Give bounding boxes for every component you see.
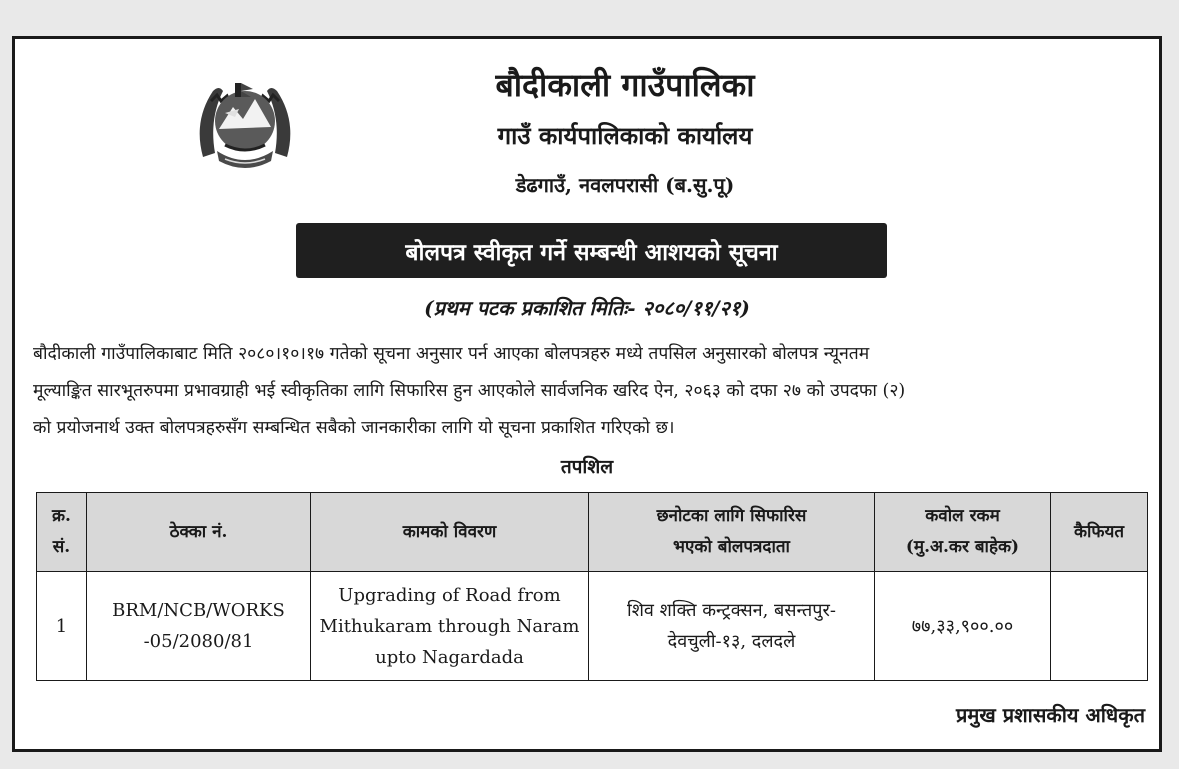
notice-title-banner: बोलपत्र स्वीकृत गर्ने सम्बन्धी आशयको सूचना	[296, 223, 887, 278]
notice-body-line: मूल्याङ्कित सारभूतरुपमा प्रभावग्राही भई स्वीकृतिका लागि सिफारिस हुन आएकोले सार्वजनिक खरिद ऐन, २०६३ को दफा २७ को उपदफा (२)	[33, 381, 906, 401]
column-header-remarks: कैफियत	[1051, 493, 1148, 572]
bidder-cell: शिव शक्ति कन्ट्रक्सन, बसन्तपुर- देवचुली-१३, दलदले	[589, 572, 875, 681]
details-heading: तपशिल	[560, 456, 614, 478]
signatory-title: प्रमुख प्रशासकीय अधिकृत	[956, 703, 1145, 727]
column-header-description: कामको विवरण	[311, 493, 589, 572]
remarks-cell	[1051, 572, 1148, 681]
notice-sheet	[12, 36, 1162, 752]
column-header-bidder: छनोटका लागि सिफारिस भएको बोलपत्रदाता	[589, 493, 875, 572]
notice-body	[33, 336, 1153, 447]
serial-cell: 1	[37, 572, 87, 681]
description-cell: Upgrading of Road from Mithukaram through Naram upto Nagardada	[311, 572, 589, 681]
publication-date: (प्रथम पटक प्रकाशित मितिः- २०८०/११/२१)	[424, 296, 750, 320]
municipality-name: बौदीकाली गाउँपालिका	[495, 66, 755, 104]
notice-body-line: को प्रयोजनार्थ उक्त बोलपत्रहरुसँग सम्बन्धित सबैको जानकारीका लागि यो सूचना प्रकाशित गरिएको छ।	[33, 418, 675, 438]
office-address: डेढगाउँ, नवलपरासी (ब.सु.पू)	[515, 173, 735, 197]
tender-table	[36, 492, 1148, 681]
office-name: गाउँ कार्यपालिकाको कार्यालय	[497, 121, 753, 150]
contract-no-cell: BRM/NCB/WORKS -05/2080/81	[87, 572, 311, 681]
amount-cell: ७७,३३,९००.००	[875, 572, 1051, 681]
column-header-contract-no: ठेक्का नं.	[87, 493, 311, 572]
column-header-serial: क्र. सं.	[37, 493, 87, 572]
nepal-government-emblem-icon	[185, 61, 305, 181]
notice-body-line: बौदीकाली गाउँपालिकाबाट मिति २०८०।१०।१७ गतेको सूचना अनुसार पर्न आएका बोलपत्रहरु मध्ये तपसिल अनुसारको बोलपत्र न्यूनतम	[33, 344, 870, 364]
table-row	[37, 572, 1148, 681]
column-header-amount: कवोल रकम (मु.अ.कर बाहेक)	[875, 493, 1051, 572]
table-header-row	[37, 493, 1148, 572]
